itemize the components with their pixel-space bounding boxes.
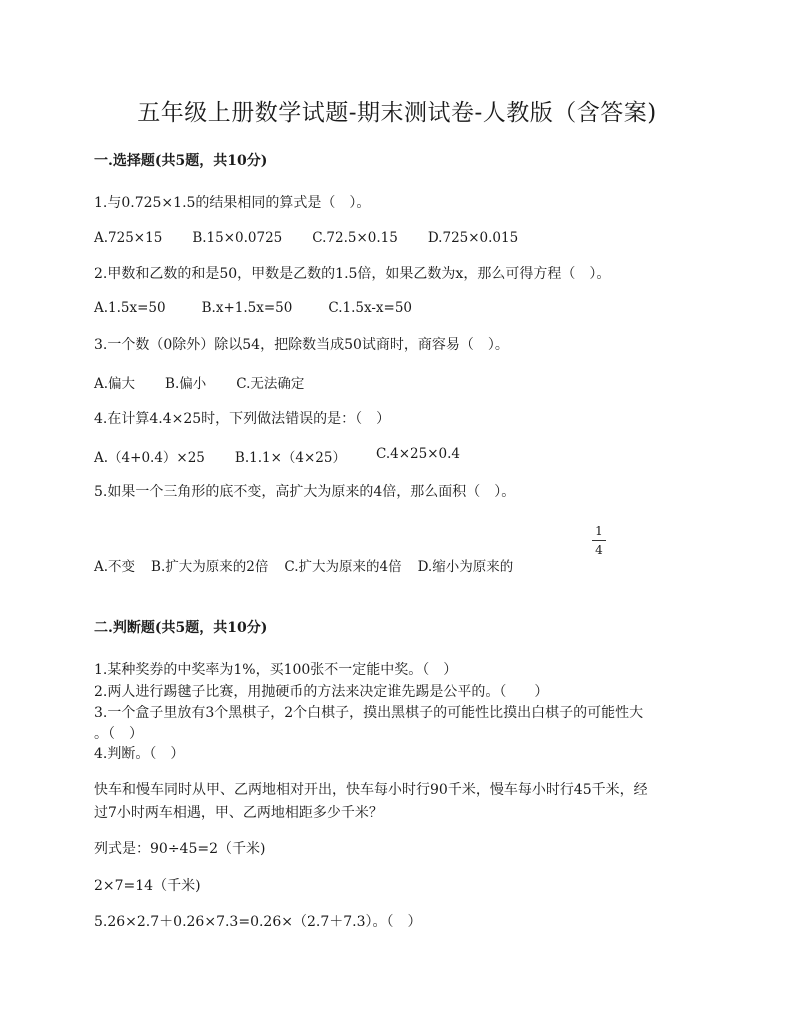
judge-line-2: 2.两人进行踢毽子比赛，用抛硬币的方法来决定谁先踢是公平的。（ ） <box>94 684 549 700</box>
option-a: A.（4+0.4）×25 <box>94 450 205 466</box>
judge-line-3-cont: 。（ ） <box>94 726 143 742</box>
work-line-1: 列式是：90÷45=2（千米) <box>94 841 266 857</box>
option-b: B.15×0.0725 <box>192 230 283 246</box>
question-4-options <box>94 446 460 466</box>
option-c: C.无法确定 <box>236 376 305 392</box>
option-c: C.扩大为原来的4倍 <box>284 559 402 575</box>
judge-line-4: 4.判断。（ ） <box>94 746 185 762</box>
fraction-one-quarter <box>592 524 606 557</box>
option-b: B.x+1.5x=50 <box>201 300 293 316</box>
option-a: A.725×15 <box>94 230 163 246</box>
question-5-stem: 5.如果一个三角形的底不变，高扩大为原来的4倍，那么面积（ ）。 <box>94 484 516 500</box>
section-heading-judge: 二.判断题(共5题，共10分) <box>94 620 268 636</box>
question-2-stem: 2.甲数和乙数的和是50，甲数是乙数的1.5倍，如果乙数为x，那么可得方程（ ）。 <box>94 266 611 282</box>
option-c: C.4×25×0.4 <box>375 446 460 462</box>
problem-line-2: 过7小时两车相遇，甲、乙两地相距多少千米？ <box>94 805 383 821</box>
option-d: D.缩小为原来的 <box>417 559 514 575</box>
option-c: C.72.5×0.15 <box>312 230 398 246</box>
fraction-bar <box>592 540 606 541</box>
question-3-options <box>94 372 304 392</box>
option-c: C.1.5x-x=50 <box>328 300 412 316</box>
page-title: 五年级上册数学试题-期末测试卷-人教版（含答案) <box>137 100 657 126</box>
question-4-stem: 4.在计算4.4×25时，下列做法错误的是：（ ） <box>94 411 391 427</box>
option-b: B.扩大为原来的2倍 <box>151 559 269 575</box>
section-heading-choice: 一.选择题(共5题，共10分) <box>94 153 268 169</box>
question-3-stem: 3.一个数（0除外）除以54，把除数当成50试商时，商容易（ ）。 <box>94 337 509 353</box>
work-line-2: 2×7=14（千米) <box>94 878 201 894</box>
option-d: D.725×0.015 <box>427 230 519 246</box>
problem-line-1: 快车和慢车同时从甲、乙两地相对开出，快车每小时行90千米，慢车每小时行45千米，经 <box>94 782 648 798</box>
question-1-stem: 1.与0.725×1.5的结果相同的算式是（ ）。 <box>94 195 371 211</box>
judge-line-1: 1.某种奖券的中奖率为1%，买100张不一定能中奖。（ ） <box>94 662 458 678</box>
fraction-denominator: 4 <box>595 543 603 557</box>
option-a: A.1.5x=50 <box>94 300 166 316</box>
question-2-options <box>94 300 412 316</box>
option-a: A.不变 <box>94 559 136 575</box>
work-line-3: 5.26×2.7＋0.26×7.3=0.26×（2.7＋7.3）。（ ） <box>94 914 422 930</box>
question-1-options <box>94 230 518 246</box>
option-b: B.1.1×（4×25） <box>234 450 346 466</box>
question-5-options <box>94 555 513 575</box>
judge-line-3: 3.一个盒子里放有3个黑棋子，2个白棋子，摸出黑棋子的可能性比摸出白棋子的可能性大 <box>94 705 644 721</box>
fraction-numerator: 1 <box>595 524 603 538</box>
option-b: B.偏小 <box>165 376 207 392</box>
option-a: A.偏大 <box>94 376 136 392</box>
